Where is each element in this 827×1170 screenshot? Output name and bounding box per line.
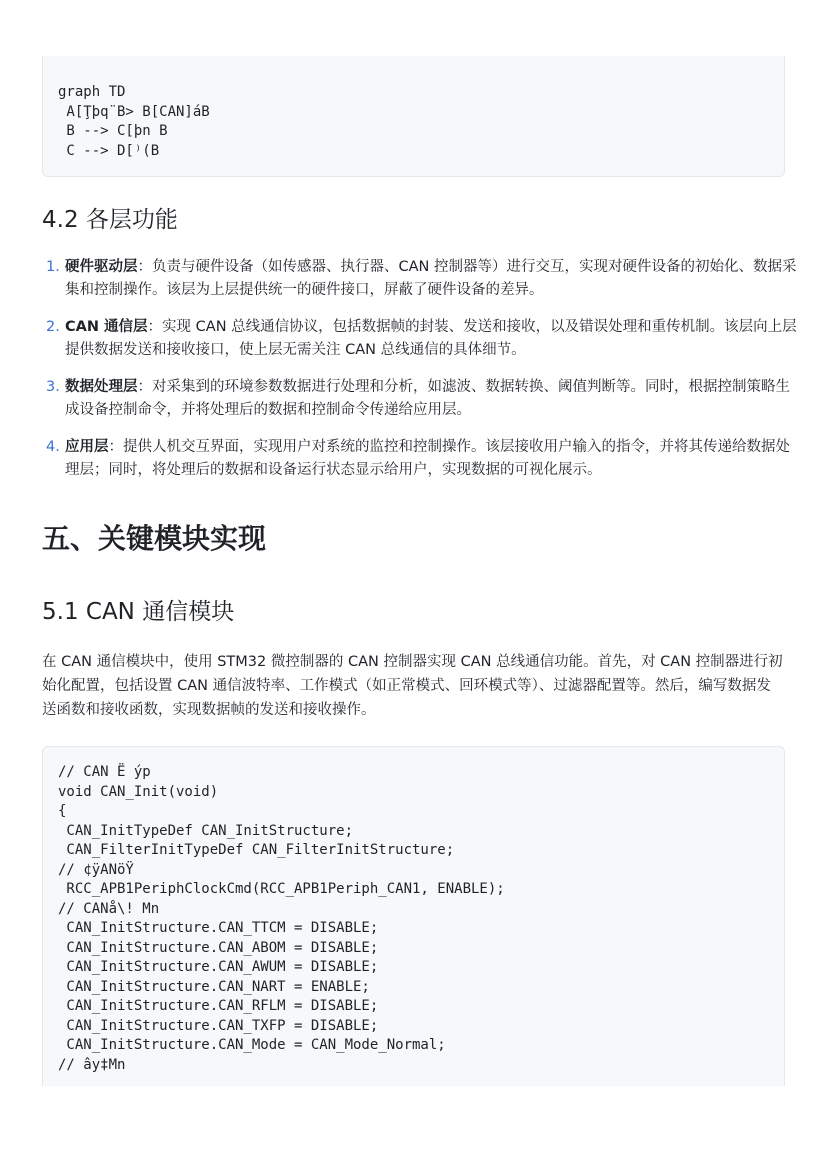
section-intro-paragraph: 在 CAN 通信模块中，使用 STM32 微控制器的 CAN 控制器实现 CAN 总线通信功能。首先，对 CAN 控制器进行初始化配置，包括设置 CAN 通信波特率、工作模式（如正常模式、回环模式等）、过滤器配置等。然后，编写数据发送函数和接收函数，实现数据帧的发送和接收操作。: [42, 654, 783, 718]
mermaid-code-block: [42, 56, 785, 177]
section-heading-5-1: 5.1 CAN 通信模块: [42, 599, 235, 625]
code-line: // ¢ÿANöŸ: [58, 861, 134, 878]
list-number: 2.: [46, 319, 60, 335]
code-line: CAN_InitStructure.CAN_Mode = CAN_Mode_Normal;: [58, 1037, 446, 1053]
code-line: CAN_InitStructure.CAN_TTCM = DISABLE;: [58, 920, 379, 936]
list-term: CAN 通信层: [65, 319, 148, 335]
code-line: graph TD: [58, 84, 126, 100]
code-line: C --> D[⁾(B: [58, 142, 160, 159]
code-line: // ây‡Mn: [58, 1056, 126, 1073]
list-text: ：提供人机交互界面，实现用户对系统的监控和控制操作。该层接收用户输入的指令，并将其传递给数据处理层；同时，将处理后的数据和设备运行状态显示给用户，实现数据的可视化展示。: [65, 439, 790, 478]
list-item: [42, 376, 802, 422]
code-line: {: [58, 803, 67, 819]
code-line: CAN_FilterInitTypeDef CAN_FilterInitStructure;: [58, 842, 455, 858]
list-term: 数据处理层: [65, 379, 138, 395]
list-term: 硬件驱动层: [65, 259, 138, 275]
code-line: CAN_InitStructure.CAN_NART = ENABLE;: [58, 978, 370, 995]
list-text: ：对采集到的环境参数数据进行处理和分析，如滤波、数据转换、阈值判断等。同时，根据控制策略生成设备控制命令，并将处理后的数据和控制命令传递给应用层。: [65, 379, 790, 418]
list-term: 应用层: [65, 439, 109, 455]
code-line: CAN_InitStructure.CAN_AWUM = DISABLE;: [58, 959, 379, 975]
list-item: [42, 436, 802, 482]
code-line: // CANå\! Mn: [58, 900, 160, 917]
code-line: B --> C[þn B: [58, 123, 168, 139]
code-line: CAN_InitStructure.CAN_TXFP = DISABLE;: [58, 1017, 379, 1034]
can-init-code-block: [42, 746, 785, 1086]
code-line: CAN_InitTypeDef CAN_InitStructure;: [58, 822, 354, 839]
code-line: CAN_InitStructure.CAN_RFLM = DISABLE;: [58, 998, 379, 1014]
code-line: void CAN_Init(void): [58, 783, 219, 800]
code-line: CAN_InitStructure.CAN_ABOM = DISABLE;: [58, 939, 379, 956]
layer-function-list: [42, 256, 802, 496]
list-number: 4.: [46, 439, 60, 455]
code-line: RCC_APB1PeriphClockCmd(RCC_APB1Periph_CAN1, ENABLE);: [58, 881, 505, 897]
list-item: [42, 316, 802, 362]
list-item: [42, 256, 802, 302]
chapter-heading-5: 五、关键模块实现: [42, 522, 267, 555]
code-line: // CAN Ë ýp: [58, 764, 151, 780]
section-heading-4-2: 4.2 各层功能: [42, 207, 178, 233]
list-number: 1.: [46, 259, 60, 275]
code-line: A[Ţþq¨B> B[CAN]áB: [58, 103, 210, 120]
list-text: ：负责与硬件设备（如传感器、执行器、CAN 控制器等）进行交互，实现对硬件设备的初始化、数据采集和控制操作。该层为上层提供统一的硬件接口，屏蔽了硬件设备的差异。: [65, 259, 797, 298]
list-number: 3.: [46, 379, 60, 395]
list-text: ：实现 CAN 总线通信协议，包括数据帧的封装、发送和接收，以及错误处理和重传机制。该层向上层提供数据发送和接收接口，使上层无需关注 CAN 总线通信的具体细节。: [65, 319, 797, 358]
